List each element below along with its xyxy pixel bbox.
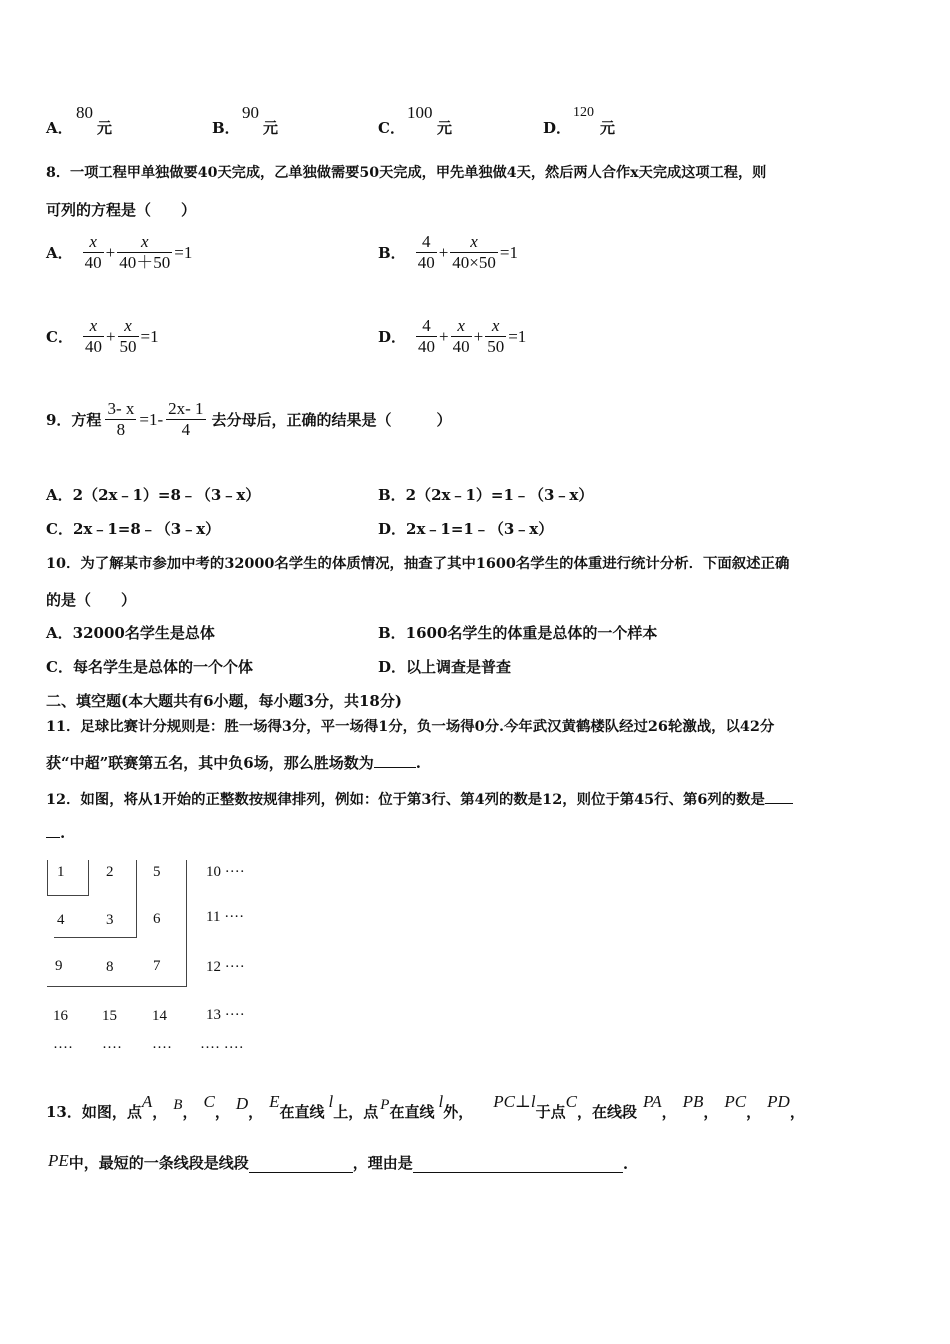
- q7-option-d-value: 120: [573, 105, 594, 120]
- q13-on-line: 在直线: [279, 1103, 325, 1121]
- q13-prefix: 13．如图，点: [46, 1103, 142, 1121]
- q9-frac2: $\frac{2x- 1}{4}$: [168, 399, 204, 439]
- grid-cell: 3: [106, 912, 114, 928]
- grid-line: [186, 860, 187, 987]
- q10-option-c: C．每名学生是总体的一个个体: [46, 658, 253, 676]
- q13-sep: ，: [703, 1103, 719, 1121]
- grid-cell: 10 ····: [206, 864, 245, 880]
- grid-cell: 5: [153, 864, 161, 880]
- q8-d-frac2: $\frac{x}{40}$: [452, 316, 470, 356]
- q9-option-b: B．2（2x﹣1）=1﹣（3﹣x）: [378, 486, 594, 504]
- grid-line: [47, 986, 187, 987]
- grid-line: [47, 895, 89, 896]
- grid-cell: 11 ····: [206, 909, 245, 925]
- q13-seg-pa: PA: [643, 1092, 662, 1111]
- q7-option-c-label: C．: [378, 119, 405, 137]
- q8-d-plus1: +: [439, 326, 449, 346]
- q7-option-d-unit: 元: [600, 119, 616, 137]
- q8-option-b: [378, 232, 518, 273]
- q13-seg-pb: PB: [682, 1092, 704, 1111]
- q8-d-frac1: $\frac{4}{40}$: [418, 316, 436, 356]
- q9-mid: =1-: [139, 409, 164, 429]
- q7-option-a-unit: 元: [97, 119, 113, 137]
- q13-seg-pd: PD: [767, 1092, 790, 1111]
- q9-frac1: $\frac{3- x}{8}$: [107, 399, 135, 439]
- q9-option-c: C．2x﹣1=8﹣（3﹣x）: [46, 520, 221, 538]
- q13-point-p: P: [380, 1097, 390, 1113]
- q13-reason: ，理由是: [352, 1154, 413, 1172]
- grid-cell: 16: [53, 1008, 68, 1024]
- grid-cell: 8: [106, 959, 114, 975]
- q9-prefix: 9．方程: [46, 411, 102, 429]
- q11-end: .: [415, 754, 421, 772]
- q8-option-a-label: A．: [46, 244, 73, 262]
- grid-line: [88, 860, 89, 896]
- q13-outside: 外，: [443, 1103, 474, 1121]
- q8-b-eq: =1: [499, 242, 518, 262]
- q8-d-eq: =1: [508, 326, 527, 346]
- q13-point-c: C: [203, 1092, 215, 1111]
- q9-option-a: A．2（2x﹣1）=8﹣（3﹣x）: [46, 486, 261, 504]
- q10-option-d: D．以上调查是普查: [378, 658, 512, 676]
- q8-stem-line2: 可列的方程是（ ）: [46, 201, 197, 219]
- q9-option-d: D．2x﹣1=1﹣（3﹣x）: [378, 520, 554, 538]
- q13-sep: ，: [789, 1103, 805, 1121]
- grid-line: [54, 937, 137, 938]
- q13-point-c-foot: C: [565, 1092, 578, 1111]
- grid-cell: ····: [152, 1040, 172, 1056]
- grid-cell: 9: [55, 958, 63, 974]
- q8-option-d: [378, 316, 526, 357]
- q13-sep: ，: [661, 1103, 677, 1121]
- q8-stem-line1: 8．一项工程甲单独做要40天完成，乙单独做需要50天完成，甲先单独做4天，然后两人合作x天完成这项工程，则: [46, 165, 767, 181]
- q9-stem: [46, 399, 452, 440]
- q13-line2-mid: 中，最短的一条线段是线段: [68, 1154, 249, 1172]
- grid-cell: 12 ····: [206, 959, 245, 975]
- q13-on-line-2: 在直线: [389, 1103, 435, 1121]
- grid-cell: ···· ····: [200, 1040, 244, 1056]
- q11-stem-line2: [46, 752, 421, 773]
- q13-seg-pe: PE: [48, 1151, 69, 1170]
- q11-stem-line1: 11．足球比赛计分规则是：胜一场得3分，平一场得1分，负一场得0分.今年武汉黄鹤楼队经过26轮激战，以42分: [46, 718, 775, 735]
- q12-answer-blank[interactable]: [765, 803, 793, 804]
- grid-line: [47, 860, 48, 896]
- q13-sep: ，: [152, 1103, 168, 1121]
- q13-sep: ，: [182, 1103, 198, 1121]
- q8-option-b-label: B．: [378, 244, 406, 262]
- q10-stem-line1: 10．为了解某市参加中考的32000名学生的体质情况，抽查了其中1600名学生的体重进行统计分析．下面叙述正确: [46, 555, 790, 572]
- q8-option-d-label: D．: [378, 328, 407, 346]
- q13-foot: 于点: [535, 1103, 566, 1121]
- grid-cell: 1: [57, 864, 65, 880]
- q8-c-plus: +: [105, 326, 116, 346]
- q8-b-frac1: $\frac{4}{40}$: [417, 232, 435, 272]
- q13-end: .: [622, 1155, 629, 1173]
- q8-a-frac1: $\frac{x}{40}$: [84, 232, 102, 272]
- q8-b-plus: +: [438, 242, 449, 262]
- q13-sep: ，: [746, 1103, 762, 1121]
- grid-cell: ····: [53, 1040, 73, 1056]
- q7-option-c-unit: 元: [437, 119, 453, 137]
- q12-stem-line1: [46, 788, 793, 809]
- q12-stem-line2: [46, 824, 65, 842]
- q8-option-c: [46, 316, 159, 357]
- q7-option-c-value: 100: [407, 103, 433, 122]
- q8-d-frac3: $\frac{x}{50}$: [487, 316, 505, 356]
- q8-c-frac2: $\frac{x}{50}$: [119, 316, 137, 356]
- section-2-heading: 二、填空题(本大题共有6小题，每小题3分，共18分): [46, 692, 402, 710]
- grid-cell: 13 ····: [206, 1007, 245, 1023]
- q10-stem-line2: 的是（ ）: [46, 591, 137, 609]
- grid-cell: 7: [153, 958, 161, 974]
- grid-cell: ····: [102, 1040, 122, 1056]
- q13-point-b: B: [173, 1097, 183, 1113]
- grid-cell: 14: [152, 1008, 167, 1024]
- grid-cell: 4: [57, 912, 65, 928]
- grid-cell: 15: [102, 1008, 117, 1024]
- q13-stem-line2: [48, 1152, 628, 1173]
- q11-answer-blank[interactable]: [374, 767, 416, 768]
- q11-line2-text: 获“中超”联赛第五名，其中负6场，那么胜场数为: [46, 754, 374, 772]
- q7-option-b-value: 90: [242, 103, 259, 122]
- q13-line-l-2: l: [438, 1092, 444, 1111]
- q13-point-d: D: [235, 1094, 249, 1113]
- q8-option-a: [46, 232, 192, 273]
- q12-line1-text: 12．如图，将从1开始的正整数按规律排列，例如：位于第3行、第4列的数是12，则位于第45行、第6列的数是: [46, 791, 765, 808]
- q13-segment-blank[interactable]: [249, 1172, 353, 1173]
- q7-option-a-label: A．: [46, 119, 73, 137]
- q8-a-eq: =1: [174, 242, 193, 262]
- q8-option-c-label: C．: [46, 328, 73, 346]
- q13-point-e: E: [269, 1092, 280, 1111]
- q13-seg-pc: PC: [724, 1092, 747, 1111]
- q13-on: 上，点: [333, 1103, 379, 1121]
- q12-end: .: [60, 824, 66, 842]
- q8-b-frac2: $\frac{x}{40\times 50}$: [452, 232, 496, 272]
- q10-option-b: B．1600名学生的体重是总体的一个样本: [378, 624, 658, 642]
- grid-cell: 6: [153, 911, 161, 927]
- q8-c-frac1: $\frac{x}{40}$: [84, 316, 102, 356]
- q7-option-d-label: D．: [543, 119, 572, 137]
- q7-option-b-label: B．: [212, 119, 240, 137]
- q8-d-plus2: +: [473, 326, 484, 346]
- q13-line-l: l: [328, 1092, 334, 1111]
- q12-answer-blank-cont[interactable]: [46, 837, 60, 838]
- q7-option-a-value: 80: [76, 103, 93, 122]
- q7-option-b-unit: 元: [263, 119, 279, 137]
- q13-point-a: A: [141, 1092, 153, 1111]
- grid-cell: 2: [106, 864, 114, 880]
- q8-a-frac2: $\frac{x}{40+50}$: [119, 232, 171, 272]
- q13-on-seg: ，在线段: [577, 1103, 638, 1121]
- q13-perp: PC⊥l: [493, 1092, 536, 1111]
- q9-suffix: 去分母后，正确的结果是（ ）: [211, 411, 452, 429]
- grid-line: [136, 860, 137, 938]
- q8-c-eq: =1: [140, 326, 159, 346]
- q10-option-a: A．32000名学生是总体: [46, 624, 215, 642]
- q13-stem-line1: [46, 1090, 805, 1122]
- q13-reason-blank[interactable]: [413, 1172, 623, 1173]
- q13-sep: ，: [214, 1103, 230, 1121]
- q8-a-plus: +: [105, 242, 116, 262]
- q13-sep: ，: [248, 1103, 264, 1121]
